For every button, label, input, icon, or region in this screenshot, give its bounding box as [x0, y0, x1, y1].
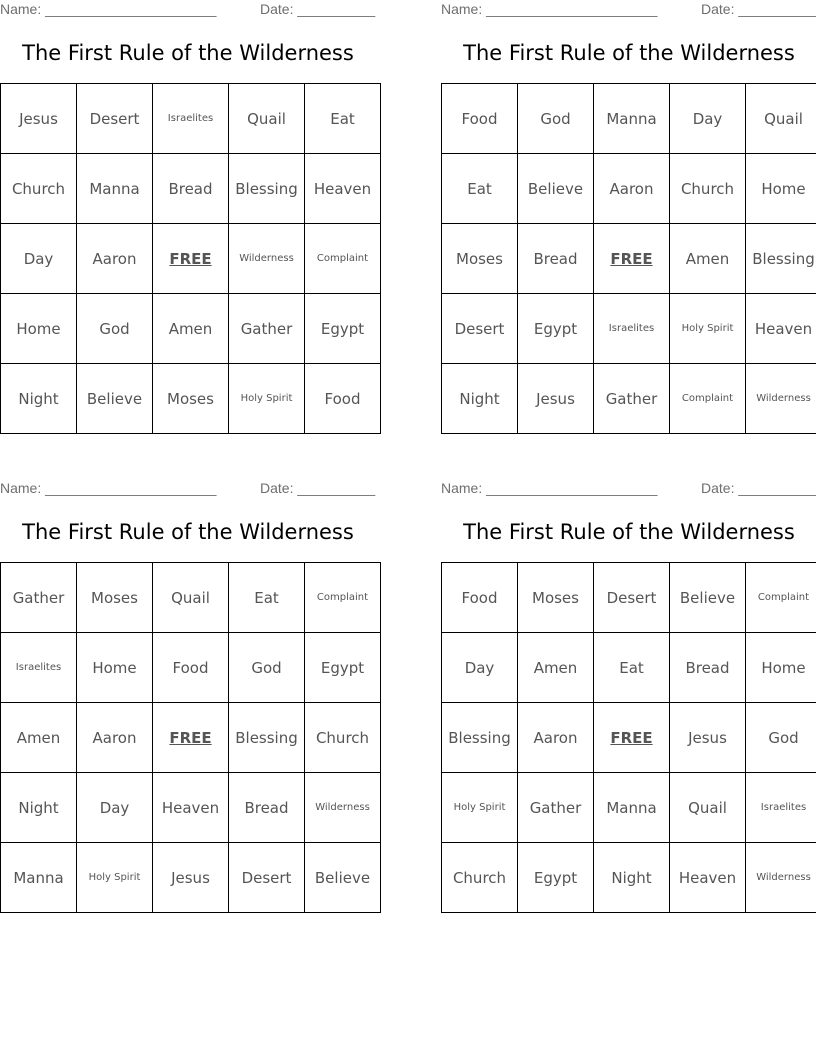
- bingo-row: [442, 563, 816, 633]
- bingo-cell: Heaven: [670, 843, 746, 913]
- bingo-row: [1, 843, 381, 913]
- bingo-cell: Jesus: [670, 703, 746, 773]
- bingo-cell: Food: [305, 364, 381, 434]
- bingo-row: [1, 224, 381, 294]
- bingo-cell: Jesus: [518, 364, 594, 434]
- bingo-cell: Holy Spirit: [77, 843, 153, 913]
- bingo-cell: Israelites: [1, 633, 77, 703]
- bingo-cell: Believe: [518, 154, 594, 224]
- bingo-cell: Believe: [77, 364, 153, 434]
- free-space-cell: FREE: [153, 224, 229, 294]
- bingo-cell: Night: [1, 364, 77, 434]
- bingo-row: [1, 84, 381, 154]
- bingo-cell: Eat: [594, 633, 670, 703]
- bingo-row: [1, 364, 381, 434]
- bingo-cell: Gather: [594, 364, 670, 434]
- bingo-cell: Heaven: [746, 294, 816, 364]
- bingo-cell: Amen: [518, 633, 594, 703]
- bingo-cell: Aaron: [594, 154, 670, 224]
- bingo-cell: Home: [746, 633, 816, 703]
- bingo-cell: Aaron: [77, 224, 153, 294]
- bingo-cell: Israelites: [746, 773, 816, 843]
- bingo-row: [1, 773, 381, 843]
- bingo-cell: God: [229, 633, 305, 703]
- card-title: The First Rule of the Wilderness: [22, 520, 354, 544]
- bingo-cell: Church: [442, 843, 518, 913]
- bingo-cell: God: [77, 294, 153, 364]
- name-date-line: [441, 480, 816, 500]
- bingo-cell: Egypt: [518, 843, 594, 913]
- bingo-cell: Manna: [1, 843, 77, 913]
- bingo-cell: Bread: [153, 154, 229, 224]
- bingo-row: [442, 294, 816, 364]
- name-field-label: Name: ______________________: [441, 480, 658, 496]
- name-date-line: [0, 480, 376, 500]
- bingo-cell: Complaint: [670, 364, 746, 434]
- name-field-label: Name: ______________________: [0, 1, 217, 17]
- bingo-grid: [441, 562, 816, 913]
- bingo-cell: God: [518, 84, 594, 154]
- bingo-cell: God: [746, 703, 816, 773]
- bingo-cell: Holy Spirit: [442, 773, 518, 843]
- card-title: The First Rule of the Wilderness: [463, 41, 795, 65]
- bingo-cell: Food: [442, 563, 518, 633]
- bingo-cell: Wilderness: [746, 843, 816, 913]
- bingo-cell: Moses: [77, 563, 153, 633]
- bingo-cell: Day: [1, 224, 77, 294]
- bingo-cell: Manna: [594, 84, 670, 154]
- bingo-row: [442, 224, 816, 294]
- bingo-cell: Church: [670, 154, 746, 224]
- bingo-cell: Jesus: [153, 843, 229, 913]
- bingo-cell: Night: [442, 364, 518, 434]
- bingo-cell: Eat: [229, 563, 305, 633]
- free-space-cell: FREE: [594, 224, 670, 294]
- bingo-cell: Day: [670, 84, 746, 154]
- bingo-cell: Blessing: [229, 703, 305, 773]
- bingo-cell: Eat: [305, 84, 381, 154]
- bingo-cell: Egypt: [518, 294, 594, 364]
- bingo-cell: Holy Spirit: [229, 364, 305, 434]
- bingo-cell: Quail: [746, 84, 816, 154]
- bingo-grid: [0, 83, 381, 434]
- bingo-cell: Manna: [77, 154, 153, 224]
- bingo-cell: Desert: [442, 294, 518, 364]
- bingo-cell: Blessing: [229, 154, 305, 224]
- bingo-card-3: [0, 479, 376, 919]
- bingo-cell: Egypt: [305, 294, 381, 364]
- bingo-cell: Food: [442, 84, 518, 154]
- bingo-cell: Day: [442, 633, 518, 703]
- bingo-card-4: [441, 479, 816, 919]
- bingo-row: [1, 294, 381, 364]
- bingo-cell: Aaron: [77, 703, 153, 773]
- bingo-cell: Believe: [670, 563, 746, 633]
- bingo-cell: Home: [77, 633, 153, 703]
- bingo-cell: Blessing: [746, 224, 816, 294]
- bingo-cell: Bread: [229, 773, 305, 843]
- name-field-label: Name: ______________________: [0, 480, 217, 496]
- bingo-cell: Home: [1, 294, 77, 364]
- bingo-cell: Night: [594, 843, 670, 913]
- date-field-label: Date: __________: [701, 480, 816, 496]
- bingo-cell: Holy Spirit: [670, 294, 746, 364]
- bingo-cell: Heaven: [305, 154, 381, 224]
- bingo-cell: Church: [305, 703, 381, 773]
- bingo-cell: Aaron: [518, 703, 594, 773]
- bingo-cell: Complaint: [746, 563, 816, 633]
- bingo-cell: Wilderness: [229, 224, 305, 294]
- bingo-row: [442, 154, 816, 224]
- bingo-cell: Wilderness: [746, 364, 816, 434]
- bingo-cell: Manna: [594, 773, 670, 843]
- bingo-cell: Egypt: [305, 633, 381, 703]
- card-title: The First Rule of the Wilderness: [463, 520, 795, 544]
- bingo-cell: Desert: [77, 84, 153, 154]
- bingo-row: [442, 364, 816, 434]
- bingo-cell: Amen: [670, 224, 746, 294]
- bingo-cell: Amen: [153, 294, 229, 364]
- name-field-label: Name: ______________________: [441, 1, 658, 17]
- bingo-card-2: [441, 0, 816, 440]
- bingo-cell: Desert: [229, 843, 305, 913]
- bingo-cell: Jesus: [1, 84, 77, 154]
- bingo-cell: Church: [1, 154, 77, 224]
- card-title: The First Rule of the Wilderness: [22, 41, 354, 65]
- bingo-row: [1, 563, 381, 633]
- bingo-cell: Amen: [1, 703, 77, 773]
- bingo-cell: Complaint: [305, 563, 381, 633]
- bingo-grid: [441, 83, 816, 434]
- bingo-cell: Quail: [153, 563, 229, 633]
- bingo-cell: Day: [77, 773, 153, 843]
- bingo-cell: Blessing: [442, 703, 518, 773]
- bingo-cell: Moses: [518, 563, 594, 633]
- bingo-cell: Food: [153, 633, 229, 703]
- bingo-row: [442, 633, 816, 703]
- bingo-cell: Complaint: [305, 224, 381, 294]
- bingo-cell: Wilderness: [305, 773, 381, 843]
- bingo-cell: Heaven: [153, 773, 229, 843]
- bingo-cell: Moses: [153, 364, 229, 434]
- bingo-cell: Quail: [229, 84, 305, 154]
- bingo-row: [1, 703, 381, 773]
- bingo-cell: Israelites: [153, 84, 229, 154]
- bingo-cell: Desert: [594, 563, 670, 633]
- bingo-row: [1, 154, 381, 224]
- bingo-cell: Gather: [1, 563, 77, 633]
- bingo-row: [442, 703, 816, 773]
- date-field-label: Date: __________: [260, 480, 376, 496]
- bingo-cell: Eat: [442, 154, 518, 224]
- free-space-cell: FREE: [594, 703, 670, 773]
- bingo-row: [442, 843, 816, 913]
- bingo-grid: [0, 562, 381, 913]
- bingo-cell: Believe: [305, 843, 381, 913]
- bingo-card-1: [0, 0, 376, 440]
- bingo-cell: Moses: [442, 224, 518, 294]
- bingo-cell: Bread: [670, 633, 746, 703]
- bingo-cell: Night: [1, 773, 77, 843]
- bingo-row: [442, 773, 816, 843]
- bingo-cell: Israelites: [594, 294, 670, 364]
- bingo-cell: Quail: [670, 773, 746, 843]
- bingo-row: [442, 84, 816, 154]
- free-space-cell: FREE: [153, 703, 229, 773]
- bingo-cell: Gather: [518, 773, 594, 843]
- name-date-line: [0, 1, 376, 21]
- date-field-label: Date: __________: [260, 1, 376, 17]
- bingo-cell: Gather: [229, 294, 305, 364]
- bingo-cell: Bread: [518, 224, 594, 294]
- bingo-row: [1, 633, 381, 703]
- name-date-line: [441, 1, 816, 21]
- bingo-cell: Home: [746, 154, 816, 224]
- date-field-label: Date: __________: [701, 1, 816, 17]
